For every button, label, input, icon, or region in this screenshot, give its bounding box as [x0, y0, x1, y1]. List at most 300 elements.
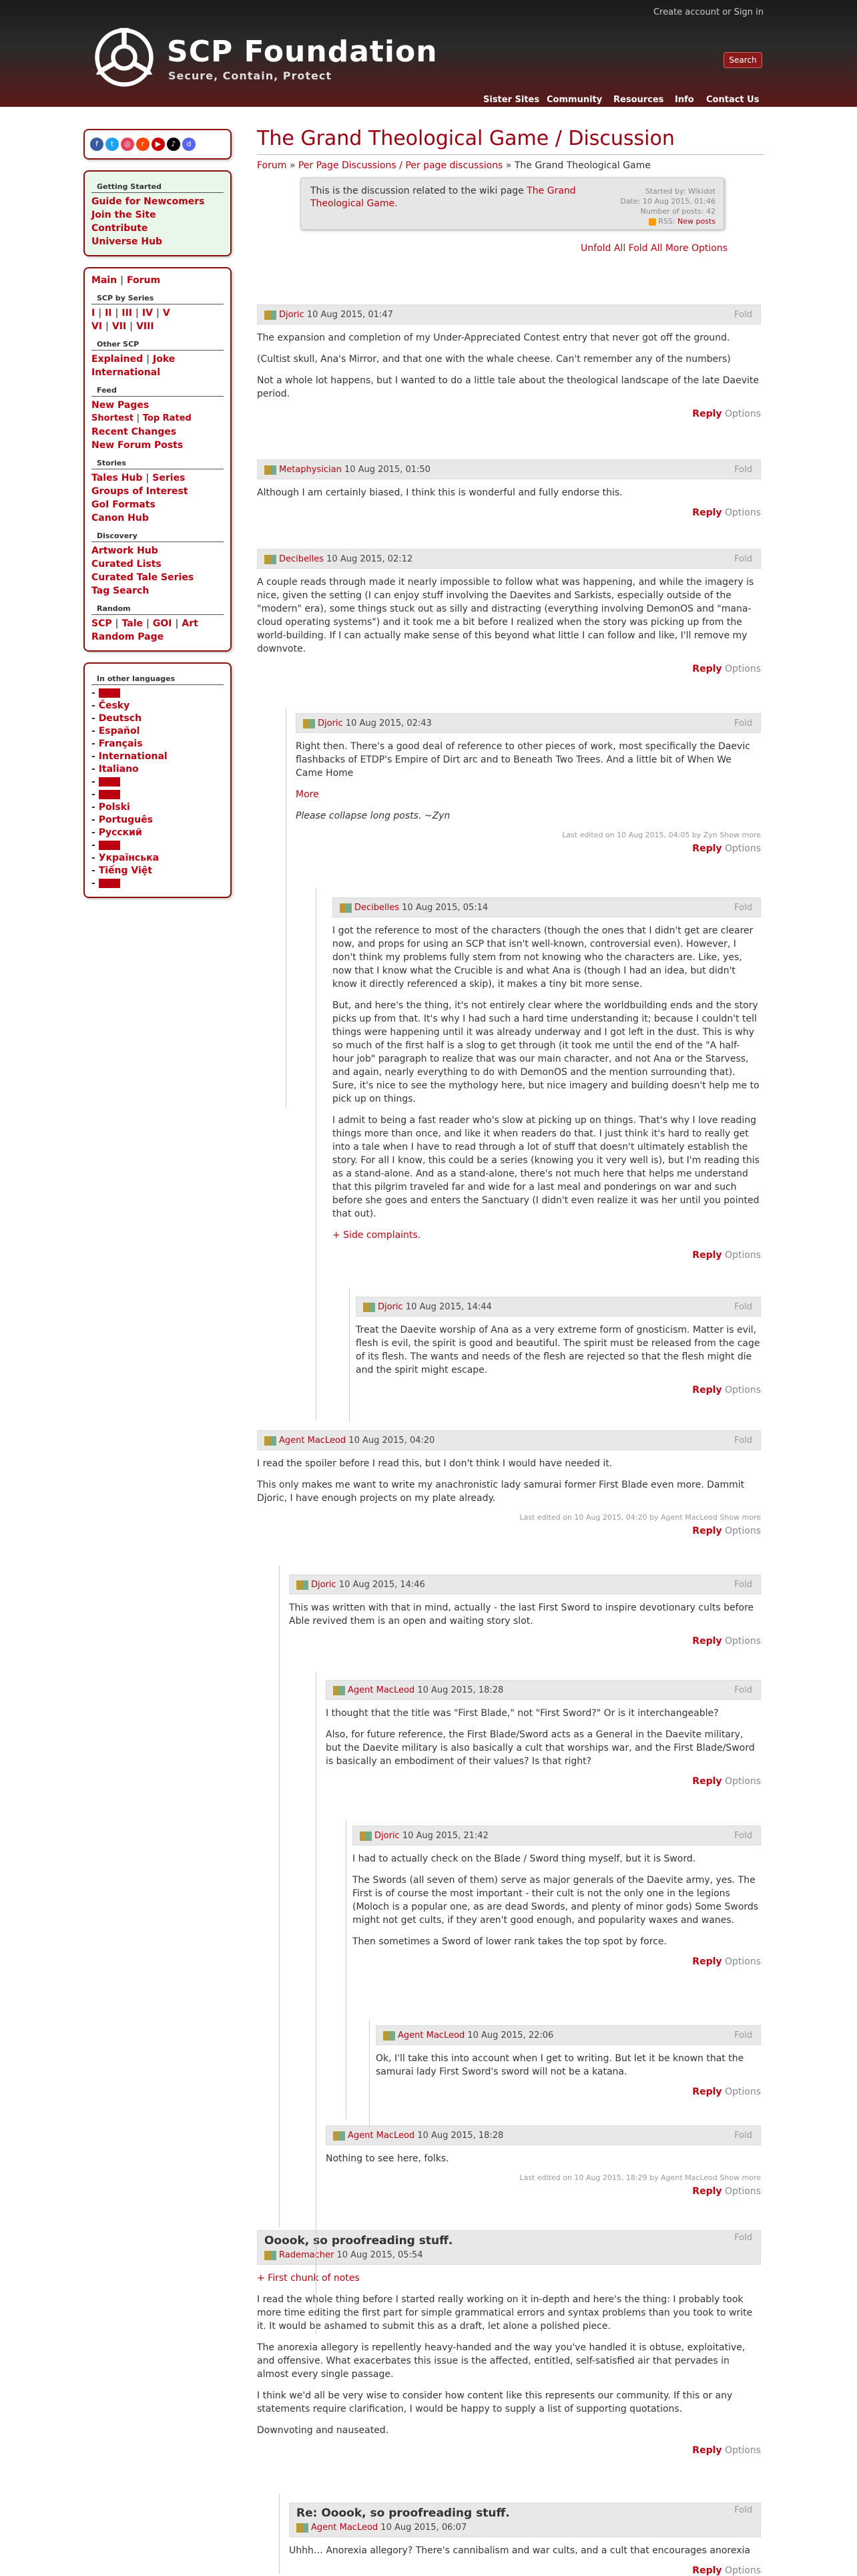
forum-post — [296, 713, 761, 854]
post-footer — [326, 2186, 761, 2197]
post-paragraph: (Cultist skull, Ana's Mirror, and that one with the whale cheese. Can't remember any of the numbers) — [257, 354, 731, 365]
post-author[interactable]: Decibelles — [354, 903, 400, 913]
reply-link[interactable]: Reply — [692, 1636, 722, 1647]
language-item[interactable]: - — [91, 687, 224, 700]
options-link[interactable]: Options — [722, 1956, 761, 1967]
stories-heading: Stories — [91, 456, 224, 469]
language-item[interactable]: - Tiếng Việt — [91, 865, 152, 876]
post-paragraph: Downvoting and nauseated. — [257, 2425, 389, 2436]
thread-indent-line — [349, 1289, 350, 1422]
post-date: 10 Aug 2015, 02:12 — [324, 554, 413, 564]
language-item[interactable]: - Português — [91, 815, 153, 825]
main-forum-row: Main | Forum — [91, 275, 161, 286]
discussion-info-box — [300, 178, 724, 230]
recent-changes-link[interactable]: Recent Changes — [91, 427, 177, 437]
language-label: Русский — [98, 827, 142, 838]
post-paragraph: This was written with that in mind, actually - the last First Sword to inspire devotionary cults before Able revived them is an open and waiting story slot. — [289, 1602, 754, 1627]
rss-new-posts-link[interactable]: New posts — [677, 217, 716, 226]
language-item[interactable]: - Русский — [91, 827, 142, 838]
post-author[interactable]: Agent MacLeod — [311, 2523, 378, 2533]
avatar[interactable] — [264, 310, 276, 320]
curated-lists-link[interactable]: Curated Lists — [91, 559, 162, 570]
stories-row: Tales Hub | Series — [91, 473, 186, 483]
international-link[interactable]: International — [91, 367, 161, 378]
post-footer — [289, 1636, 761, 1647]
post-author[interactable]: Djoric — [318, 718, 343, 728]
discord-icon[interactable]: d — [182, 138, 196, 151]
canon-hub-link[interactable]: Canon Hub — [91, 513, 149, 523]
reply-link[interactable]: Reply — [692, 1250, 722, 1261]
options-link[interactable]: Options — [722, 507, 761, 518]
post-footer — [257, 664, 761, 674]
language-item[interactable]: - Italiano — [91, 764, 139, 775]
thread-options-bar[interactable]: Unfold All Fold All More Options — [581, 243, 728, 254]
post-author[interactable]: Agent MacLeod — [398, 2030, 465, 2041]
series-3-link[interactable]: III — [121, 308, 133, 318]
post-body — [289, 1601, 761, 1628]
collapsible-toggle[interactable]: + First chunk of notes — [257, 2273, 360, 2284]
post-date: 10 Aug 2015, 02:43 — [342, 718, 432, 728]
reply-link[interactable]: Reply — [692, 2565, 722, 2576]
sidebar — [83, 129, 232, 909]
discussion-text: This is the discussion related to the wiki page — [310, 186, 524, 196]
post-author[interactable]: Agent MacLeod — [348, 2131, 415, 2141]
thread-indent-line — [279, 2494, 280, 2574]
last-edited: Last edited on 10 Aug 2015, 04:20 by Agent MacLeod Show more — [519, 1513, 761, 1522]
new-forum-posts-link[interactable]: New Forum Posts — [91, 440, 184, 451]
post-author-row — [264, 305, 760, 325]
forum-post — [356, 1297, 761, 1396]
post-paragraph: I got the reference to most of the characters (though the ones that I didn't get are clearer now, and props for using an SCP that isn't well-known, controversial even). However, I don't think my problems fully stem from not knowing who the characters are. Like, yes, now that I know what the Crucible is and what Ana is (though I had an idea, but didn't know it directly referenced a skip), it makes a tiny bit more sense. — [332, 925, 754, 990]
post-author-row — [360, 1826, 760, 1846]
breadcrumb-per-page[interactable]: Per Page Discussions / Per page discussions — [298, 160, 503, 171]
breadcrumb-current: The Grand Theological Game — [514, 160, 651, 171]
reply-link[interactable]: Reply — [692, 1526, 722, 1536]
post-header — [296, 713, 761, 733]
series-1-link[interactable]: I — [91, 308, 95, 318]
nav-sister-sites[interactable]: Sister Sites — [483, 95, 540, 105]
post-date: 10 Aug 2015, 01:47 — [304, 310, 393, 320]
thread-indent-line — [279, 1566, 280, 2227]
language-glyph-icon — [99, 790, 120, 799]
joke-link[interactable]: Joke — [153, 354, 176, 365]
random-heading: Random — [91, 602, 224, 615]
language-label: Português — [98, 815, 153, 825]
post-paragraph: Then sometimes a Sword of lower rank takes the top spot by force. — [352, 1936, 667, 1947]
random-row: SCP | Tale | GOI | Art — [91, 618, 198, 629]
scp-series-heading: SCP by Series — [91, 291, 224, 304]
post-header — [326, 1680, 761, 1700]
options-link[interactable]: Options — [722, 1250, 761, 1261]
post-paragraph: Please collapse long posts. ~Zyn — [296, 811, 451, 821]
post-footer — [289, 2565, 761, 2576]
post-body — [257, 1457, 761, 1505]
avatar[interactable] — [264, 555, 276, 564]
guide-for-newcomers-link[interactable]: Guide for Newcomers — [91, 196, 205, 207]
goi-formats-link[interactable]: GoI Formats — [91, 499, 156, 510]
number-of-posts: Number of posts: 42 — [640, 207, 716, 216]
post-date: 10 Aug 2015, 05:14 — [399, 903, 489, 913]
series-4-link[interactable]: IV — [141, 308, 153, 318]
collapsible-toggle[interactable]: + Side complaints. — [332, 1230, 421, 1241]
options-link[interactable]: Options — [722, 2186, 761, 2197]
post-paragraph: Uhhh… Anorexia allegory? There's cannibalism and war cults, and a cult that encourages anorexia — [289, 2545, 750, 2556]
search-button[interactable]: Search — [724, 52, 762, 68]
post-author-row — [383, 2026, 760, 2046]
post-paragraph: I read the whole thing before I started really working on it in-depth and here's the thing: I probably took more time editing the first part for simple grammatical errors and syntax problems than you took to write it. It would be ashamed to submit this as a draft, let alone a polished piece. — [257, 2294, 753, 2332]
reply-link[interactable]: Reply — [692, 507, 722, 518]
forum-link[interactable]: Forum — [127, 275, 161, 286]
tales-hub-link[interactable]: Tales Hub — [91, 473, 143, 483]
avatar[interactable] — [296, 2523, 308, 2533]
series-link[interactable]: Series — [152, 473, 186, 483]
rss-label: RSS: — [658, 217, 675, 226]
options-link[interactable]: Options — [722, 664, 761, 674]
options-link[interactable]: Options — [722, 409, 761, 419]
post-paragraph: I had to actually check on the Blade / Sword thing myself, but it is Sword. — [352, 1854, 696, 1864]
series-5-link[interactable]: V — [162, 308, 170, 318]
reply-link[interactable]: Reply — [692, 2186, 722, 2197]
avatar[interactable] — [264, 1436, 276, 1446]
avatar[interactable] — [363, 1303, 375, 1312]
forum-post — [257, 459, 761, 518]
language-item[interactable]: - — [91, 789, 224, 801]
nav-info[interactable]: Info — [675, 95, 694, 105]
post-paragraph: I read the spoiler before I read this, but I don't think I would have needed it. — [257, 1458, 613, 1469]
options-link[interactable]: Options — [722, 2087, 761, 2097]
forum-post — [257, 1430, 761, 1536]
options-link[interactable]: Options — [722, 1776, 761, 1787]
language-item[interactable]: - Deutsch — [91, 713, 142, 724]
fold-link[interactable]: Fold — [734, 1580, 752, 1590]
fold-link[interactable]: Fold — [734, 1831, 752, 1841]
post-header — [289, 2503, 761, 2537]
post-body — [326, 1707, 761, 1768]
options-link[interactable]: Options — [722, 843, 761, 854]
navigation-box — [83, 267, 232, 652]
reply-link[interactable]: Reply — [692, 664, 722, 674]
post-footer — [352, 1956, 761, 1967]
random-tale-link[interactable]: Tale — [121, 618, 143, 629]
random-art-link[interactable]: Art — [182, 618, 198, 629]
discussion-meta — [620, 186, 716, 226]
instagram-icon[interactable]: ◎ — [121, 138, 134, 151]
feed-row: Shortest | Top Rated — [91, 413, 192, 423]
language-label: Deutsch — [98, 713, 142, 724]
options-link[interactable]: Options — [722, 1385, 761, 1396]
breadcrumb: Forum » Per Page Discussions / Per page discussions » The Grand Theological Game — [257, 160, 651, 171]
post-date: 10 Aug 2015, 21:42 — [399, 1831, 489, 1841]
language-item[interactable]: - Українська — [91, 853, 160, 863]
avatar[interactable] — [296, 1580, 308, 1590]
post-header — [332, 897, 761, 917]
fold-link[interactable]: Fold — [734, 2030, 752, 2041]
post-paragraph: The anorexia allegory is repellently heavy-handed and the way you've handled it is obtuse, exploitative, and offensive. What exacerbates this issue is the affected, entitled, self-satisfied air that pervades in almost every single passage. — [257, 2342, 746, 2380]
post-footer — [257, 507, 761, 518]
rss-icon — [649, 218, 656, 226]
forum-post — [332, 897, 761, 1261]
series-7-link[interactable]: VII — [111, 321, 127, 332]
post-author[interactable]: Djoric — [378, 1302, 403, 1312]
fold-link[interactable]: Fold — [734, 1685, 752, 1695]
started-by: Started by: Wikidot — [645, 187, 716, 196]
collapsible-toggle[interactable]: More — [296, 789, 319, 800]
fold-link[interactable]: Fold — [734, 2233, 752, 2243]
last-edited: Last edited on 10 Aug 2015, 18:29 by Agent MacLeod Show more — [519, 2173, 761, 2182]
language-item[interactable]: - Español — [91, 726, 140, 736]
series-row-1: I | II | III | IV | V — [91, 308, 170, 318]
language-glyph-icon — [99, 688, 120, 698]
language-glyph-icon — [99, 879, 120, 888]
tag-search-link[interactable]: Tag Search — [91, 586, 150, 596]
post-header — [257, 1430, 761, 1450]
curated-tale-series-link[interactable]: Curated Tale Series — [91, 572, 194, 583]
language-list — [91, 687, 224, 890]
top-rated-link[interactable]: Top Rated — [142, 413, 192, 423]
fold-link[interactable]: Fold — [734, 465, 752, 475]
series-row-2: VI | VII | VIII — [91, 321, 154, 332]
post-paragraph: Not a whole lot happens, but I wanted to do a little tale about the theological landscape of the late Daevite period. — [257, 375, 759, 399]
post-header — [376, 2025, 761, 2045]
avatar[interactable] — [264, 2251, 276, 2260]
join-site-link[interactable]: Join the Site — [91, 210, 156, 220]
post-footer — [326, 1776, 761, 1787]
post-body — [352, 1852, 761, 1948]
post-date: 10 Aug 2015, 14:46 — [336, 1580, 425, 1590]
post-paragraph: The Swords (all seven of them) serve as major generals of the Daevite army, yes. The First is of course the most important - their cult is not the only one in the legions (Moloch is a popular one, as are dead Swords, and plenty of minor gods) Some Swords might not get cults, if they aren't good enough, and popularity waxes and wanes. — [352, 1875, 759, 1926]
post-date: 10 Aug 2015, 01:50 — [341, 465, 431, 475]
post-author[interactable]: Agent MacLeod — [279, 1436, 346, 1446]
language-item[interactable]: - — [91, 877, 224, 890]
language-label: Tiếng Việt — [98, 865, 152, 876]
avatar[interactable] — [264, 465, 276, 475]
avatar[interactable] — [303, 719, 315, 728]
reply-link[interactable]: Reply — [692, 843, 722, 854]
youtube-icon[interactable]: ▶ — [152, 138, 165, 151]
post-header — [257, 304, 761, 325]
forum-post — [289, 2503, 761, 2576]
reply-link[interactable]: Reply — [692, 1956, 722, 1967]
site-name[interactable]: SCP Foundation — [167, 35, 438, 69]
language-label: International — [98, 751, 168, 762]
post-header — [257, 459, 761, 479]
post-author[interactable]: Djoric — [374, 1831, 400, 1841]
series-8-link[interactable]: VIII — [136, 321, 154, 332]
new-pages-link[interactable]: New Pages — [91, 400, 150, 411]
post-author-row — [296, 1575, 760, 1595]
random-page-link[interactable]: Random Page — [91, 632, 164, 642]
forum-post — [257, 304, 761, 419]
avatar[interactable] — [340, 903, 352, 913]
nav-resources[interactable]: Resources — [613, 95, 664, 105]
twitter-icon[interactable]: t — [105, 138, 119, 151]
post-paragraph: A couple reads through made it nearly impossible to follow what was happening, and while the imagery is nice, given the setting (I can enjoy stuff involving the Daevites and Sarkists, especially outside of the "modern" era), some things stuck out as silly and distracting (everything involving DemonOS and "mana-cloud operating systems") and it took me a bit before I realized when the story was picking up from the world-building. If I can actually make sense of this beyond what little I can follow and like, I'll remove my downvote. — [257, 577, 754, 654]
random-goi-link[interactable]: GOI — [152, 618, 172, 629]
social-icons — [83, 129, 232, 160]
forum-post — [257, 549, 761, 674]
nav-contact-us[interactable]: Contact Us — [706, 95, 760, 105]
avatar[interactable] — [383, 2031, 395, 2041]
post-paragraph: The expansion and completion of my Under-Appreciated Contest entry that never got off the ground. — [257, 333, 730, 343]
forum-post — [326, 2125, 761, 2197]
site-header — [0, 0, 857, 107]
rss-row — [620, 216, 716, 226]
post-body — [356, 1323, 761, 1377]
post-author-row — [333, 2126, 760, 2146]
reply-link[interactable]: Reply — [692, 1776, 722, 1787]
page-title: The Grand Theological Game / Discussion — [257, 127, 764, 155]
post-author-row — [264, 1431, 760, 1451]
thread-indent-line — [369, 2020, 370, 2127]
post-author[interactable]: Agent MacLeod — [348, 1685, 415, 1695]
universe-hub-link[interactable]: Universe Hub — [91, 236, 163, 247]
fold-link[interactable]: Fold — [734, 2131, 752, 2141]
getting-started-box — [83, 170, 232, 256]
account-links[interactable]: Create account or Sign in — [653, 7, 764, 17]
post-author[interactable]: Djoric — [311, 1580, 336, 1590]
post-paragraph: But, and here's the thing, it's not entirely clear where the worldbuilding ends and the story picks up from that. It's why I had such a hard time understanding it; because I couldn't tell things were happening until it was already underway and I got left in the dust. This is why so much of the first half is a slog to get through (it took me until the end of the "A half-hour job" paragraph to realize that was our main character, and not Ana or the Starvess, and again, nearly everything to do with DemonOS and the mention surrounding that). Sure, it's nice to see the mythology here, but nice imagery and building doesn't help me to pick up on things. — [332, 1000, 760, 1104]
post-author-row — [363, 1297, 760, 1317]
post-paragraph: Also, for future reference, the First Blade/Sword acts as a General in the Daevite military, but the Daevite military is also basically a cult that worships war, and the First Blade/Sword is basically an embodiment of their values? Is that right? — [326, 1729, 755, 1767]
language-item[interactable]: - International — [91, 751, 168, 762]
series-2-link[interactable]: II — [105, 308, 112, 318]
post-body — [332, 924, 761, 1242]
language-label: Français — [98, 738, 143, 749]
facebook-icon[interactable]: f — [90, 138, 103, 151]
fold-link[interactable]: Fold — [734, 718, 752, 728]
language-item[interactable]: - Français — [91, 738, 143, 749]
post-author[interactable]: Decibelles — [279, 554, 324, 564]
explained-link[interactable]: Explained — [91, 354, 144, 365]
post-date: 10 Aug 2015, 14:44 — [402, 1302, 492, 1312]
forum-post — [352, 1826, 761, 1967]
series-6-link[interactable]: VI — [91, 321, 103, 332]
language-label: Polski — [98, 802, 130, 813]
post-author-row — [340, 898, 760, 918]
language-item[interactable]: - Polski — [91, 802, 130, 813]
post-author[interactable]: Rademacher — [279, 2250, 334, 2260]
language-label: Italiano — [98, 764, 139, 775]
forum-post — [376, 2025, 761, 2097]
avatar[interactable] — [333, 2131, 345, 2141]
feed-heading: Feed — [91, 383, 224, 397]
groups-of-interest-link[interactable]: Groups of Interest — [91, 486, 188, 497]
options-link[interactable]: Options — [722, 1526, 761, 1536]
nav-community[interactable]: Community — [547, 95, 603, 105]
post-body — [257, 576, 761, 656]
post-header — [356, 1297, 761, 1317]
post-title: Re: Ooook, so proofreading stuff. — [296, 2507, 510, 2520]
top-nav — [0, 93, 857, 107]
language-item[interactable]: - — [91, 776, 224, 789]
post-title: Ooook, so proofreading stuff. — [264, 2234, 453, 2247]
main-link[interactable]: Main — [91, 275, 117, 286]
post-header — [352, 1826, 761, 1846]
language-glyph-icon — [99, 777, 120, 787]
post-body — [289, 2544, 761, 2557]
language-item[interactable]: - Česky — [91, 700, 130, 711]
discovery-heading: Discovery — [91, 529, 224, 542]
language-label: Українська — [98, 853, 160, 863]
post-author-row — [303, 714, 760, 734]
options-link[interactable]: Options — [722, 1636, 761, 1647]
post-author-row — [264, 550, 760, 570]
post-paragraph: Ok, I'll take this into account when I get to writing. But let it be known that the samurai lady First Sword's sword will not be a katana. — [376, 2053, 744, 2077]
forum-post — [289, 1574, 761, 1647]
post-header — [257, 2230, 761, 2265]
fold-link[interactable]: Fold — [734, 903, 752, 913]
language-item[interactable]: - — [91, 839, 224, 852]
avatar[interactable] — [333, 1686, 345, 1695]
reply-link[interactable]: Reply — [692, 2445, 722, 2456]
post-author-row — [264, 460, 760, 480]
post-header — [289, 1574, 761, 1594]
options-link[interactable]: Options — [722, 2565, 761, 2576]
post-body — [257, 331, 761, 401]
forum-post — [257, 2230, 761, 2456]
reddit-icon[interactable]: r — [136, 138, 150, 151]
fold-link[interactable]: Fold — [734, 2505, 752, 2515]
post-paragraph: Treat the Daevite worship of Ana as a very extreme form of gnosticism. Matter is evil, flesh is evil, the spirit is good and beautiful. The spirit must be released from the cage of its flesh. The wants and needs of the flesh are rejected so that the flesh might die and the spirit might escape. — [356, 1325, 760, 1375]
scp-logo-icon[interactable] — [93, 27, 155, 88]
post-footer — [332, 1250, 761, 1261]
post-footer — [356, 1385, 761, 1396]
tiktok-icon[interactable]: ♪ — [167, 138, 180, 151]
post-paragraph: Right then. There's a good deal of reference to other pieces of work, most specifically the Daevic flashbacks of ETDP's Empire of Dirt arc and to Beneath Two Trees. And a little bit of When We Came Home — [296, 741, 750, 779]
post-header — [257, 549, 761, 569]
post-footer — [257, 2445, 761, 2456]
options-link[interactable]: Options — [722, 2445, 761, 2456]
main-content — [257, 127, 764, 260]
post-author-row — [296, 2521, 760, 2535]
post-body — [257, 2272, 761, 2437]
post-footer — [257, 409, 761, 419]
post-body — [326, 2152, 761, 2165]
post-header — [326, 2125, 761, 2145]
post-body — [257, 486, 761, 499]
reply-link[interactable]: Reply — [692, 2087, 722, 2097]
post-date: 10 Aug 2015, 22:06 — [465, 2030, 554, 2041]
post-body — [296, 740, 761, 823]
reply-link[interactable]: Reply — [692, 409, 722, 419]
shortest-link[interactable]: Shortest — [91, 413, 133, 423]
fold-link[interactable]: Fold — [734, 310, 752, 320]
post-body — [376, 2052, 761, 2079]
post-author[interactable]: Metaphysician — [279, 465, 342, 475]
language-glyph-icon — [99, 841, 120, 850]
reply-link[interactable]: Reply — [692, 1385, 722, 1396]
fold-link[interactable]: Fold — [734, 1436, 752, 1446]
contribute-link[interactable]: Contribute — [91, 223, 148, 234]
other-scp-heading: Other SCP — [91, 337, 224, 351]
wiki-page-link[interactable]: The Grand Theological Game — [310, 186, 576, 209]
post-footer — [296, 843, 761, 854]
post-author[interactable]: Djoric — [279, 310, 304, 320]
avatar[interactable] — [360, 1832, 372, 1841]
artwork-hub-link[interactable]: Artwork Hub — [91, 546, 158, 556]
last-edited: Last edited on 10 Aug 2015, 04:05 by Zyn Show more — [562, 831, 761, 839]
fold-link[interactable]: Fold — [734, 554, 752, 564]
discussion-description: This is the discussion related to the wiki page The Grand Theological Game. — [310, 186, 576, 209]
fold-link[interactable]: Fold — [734, 1302, 752, 1312]
forum-post — [326, 1680, 761, 1787]
post-date: 10 Aug 2015, 06:07 — [378, 2523, 467, 2533]
post-date: 10 Aug 2015, 18:28 — [414, 1685, 504, 1695]
breadcrumb-forum[interactable]: Forum — [257, 160, 287, 171]
random-scp-link[interactable]: SCP — [91, 618, 112, 629]
post-paragraph: I think we'd all be very wise to consider how content like this represents our community. If this or any statements require clarification, I would be happy to supply a list of supporting quotations. — [257, 2390, 733, 2414]
getting-started-heading: Getting Started — [91, 180, 224, 193]
